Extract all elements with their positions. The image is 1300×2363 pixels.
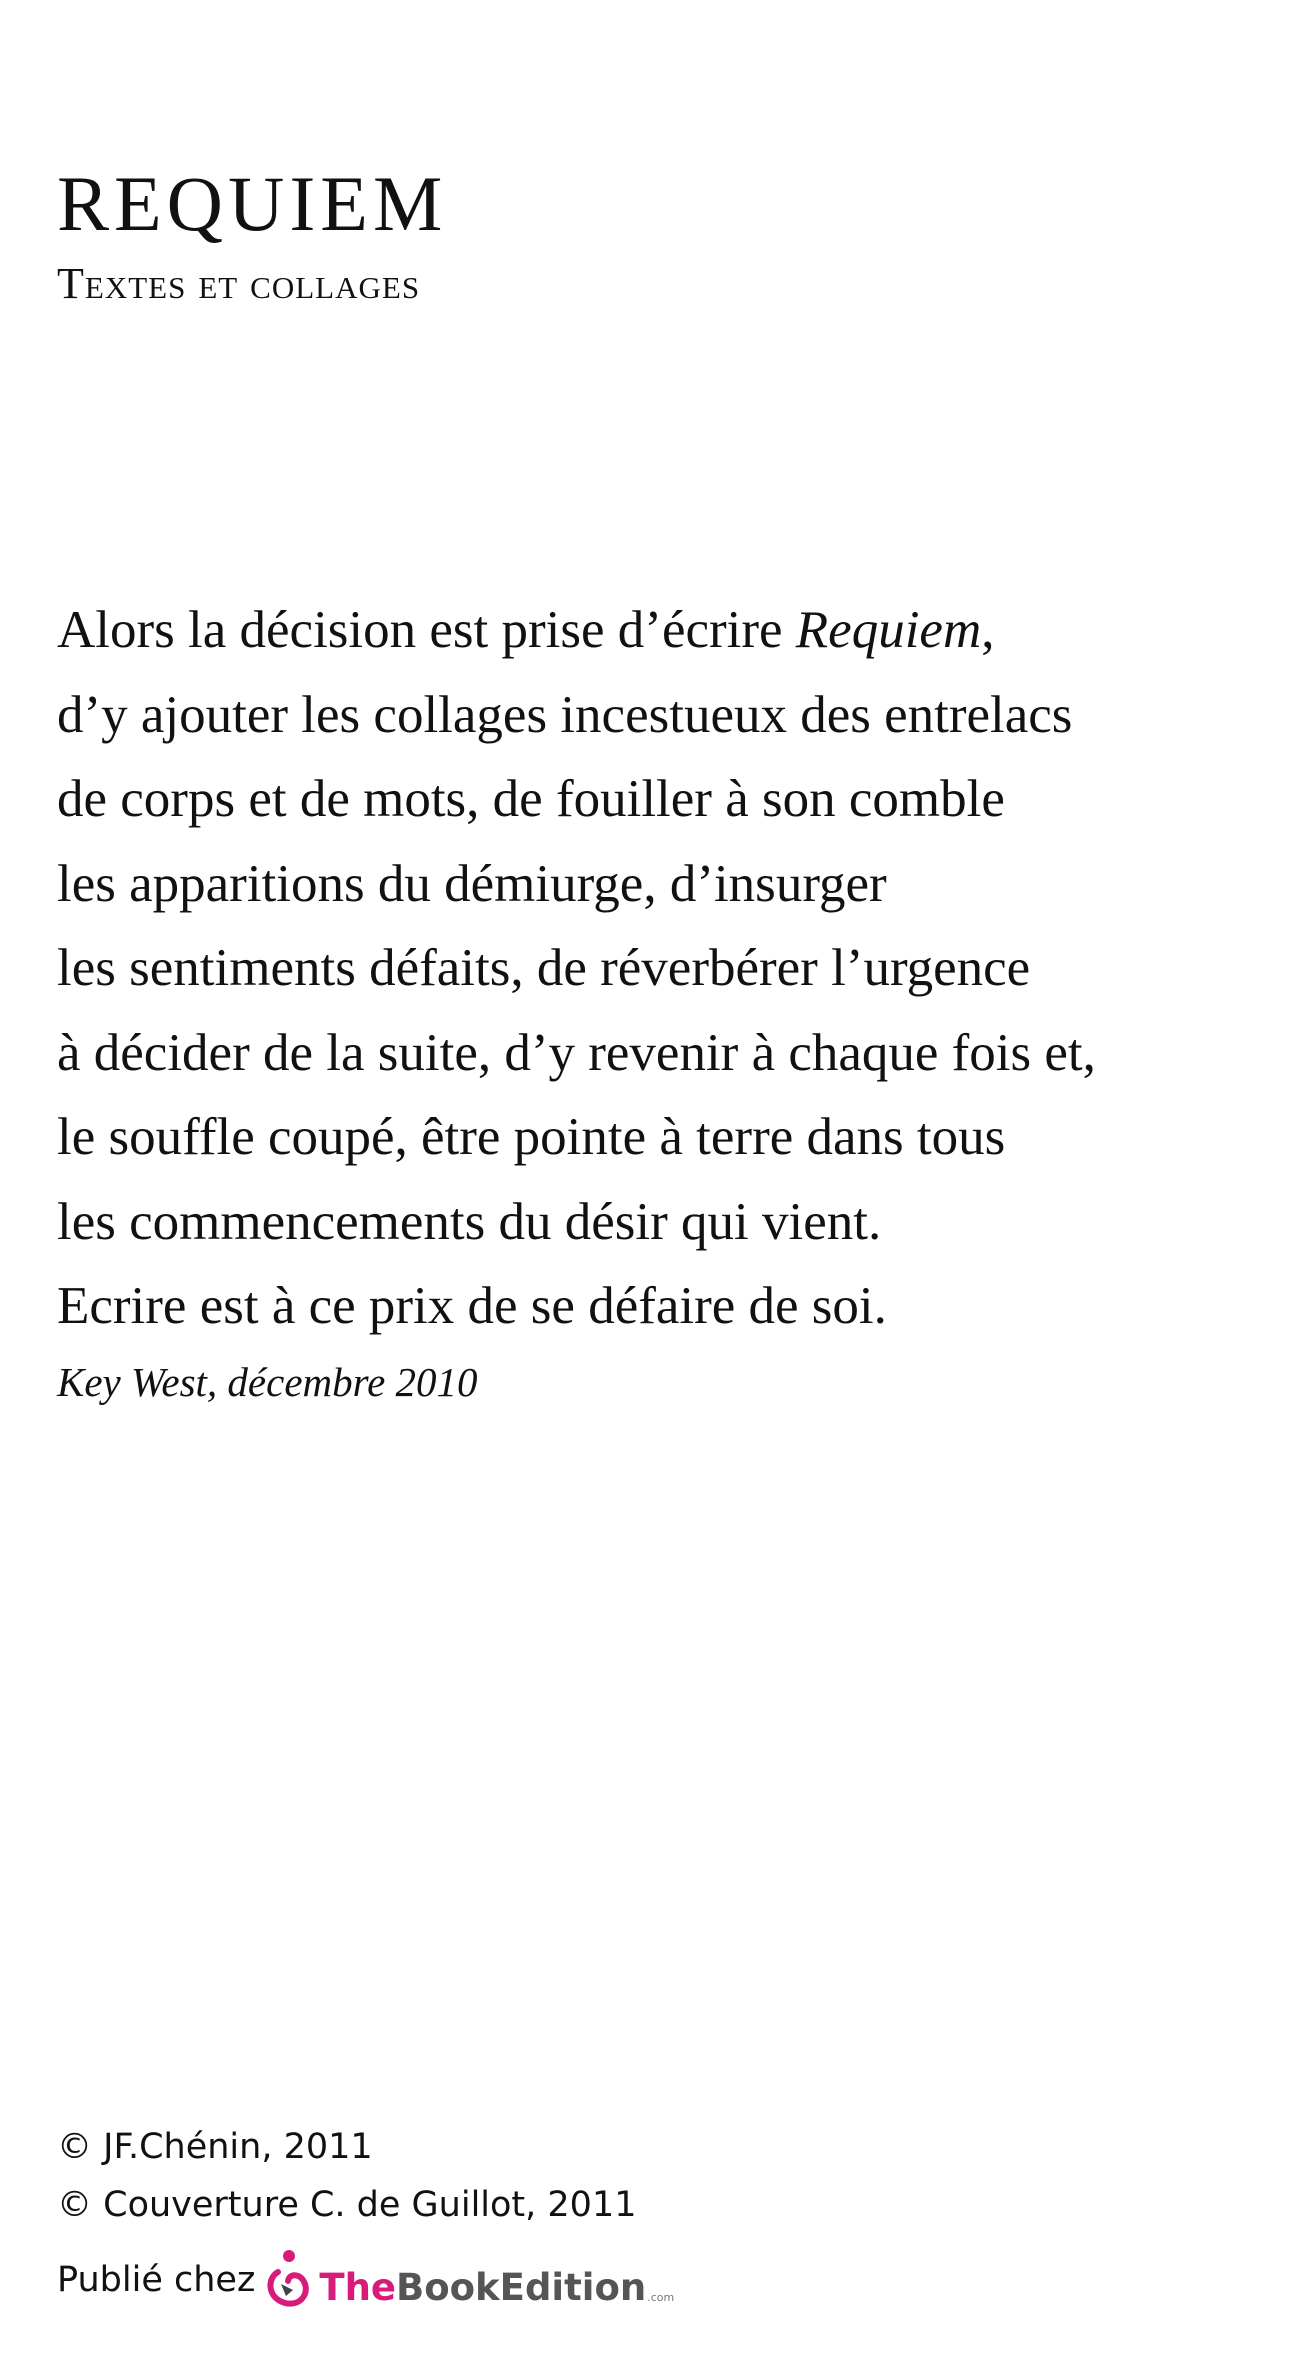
poem-line: Ecrire est à ce prix de se défaire de soi. xyxy=(57,1277,887,1335)
poem-line: de corps et de mots, de fouiller à son comble xyxy=(57,770,1005,828)
published-by-label: Publié chez xyxy=(57,2260,256,2300)
poem-text xyxy=(57,588,1096,1349)
page-title: REQUIEM xyxy=(57,160,448,247)
poem-line: les commencements du désir qui vient. xyxy=(57,1192,882,1251)
poem-line: les sentiments défaits, de réverbérer l’urgence xyxy=(57,939,1031,997)
poem-signature: Key West, décembre 2010 xyxy=(57,1359,478,1405)
poem-line: à décider de la suite, d’y revenir à chaque fois et, xyxy=(57,1023,1096,1082)
cover-copyright: © Couverture C. de Guillot, 2011 xyxy=(57,2185,637,2225)
colophon xyxy=(57,2118,636,2234)
poem-title-emphasis: Requiem xyxy=(795,601,982,659)
publisher-logo xyxy=(259,2248,674,2312)
poem-line xyxy=(57,588,1096,673)
poem-line-punctuation: , xyxy=(981,601,995,659)
poem-line: le souffle coupé, être pointe à terre dans tous xyxy=(57,1108,1006,1166)
poem-line: les apparitions du démiurge, d’insurger xyxy=(57,854,887,913)
publisher-credit xyxy=(57,2245,674,2315)
publisher-logo-suffix: .com xyxy=(647,2291,675,2304)
publisher-logo-prefix: The xyxy=(319,2266,397,2309)
thebookedition-logo-icon xyxy=(259,2248,317,2312)
page-subtitle: Textes et collages xyxy=(57,259,421,308)
publisher-logo-text xyxy=(319,2266,647,2312)
poem-line: d’y ajouter les collages incestueux des entrelacs xyxy=(57,685,1073,744)
author-copyright: © JF.Chénin, 2011 xyxy=(57,2127,373,2167)
publisher-logo-name: BookEdition xyxy=(396,2266,647,2309)
poem-line-text: Alors la décision est prise d’écrire xyxy=(57,601,796,659)
